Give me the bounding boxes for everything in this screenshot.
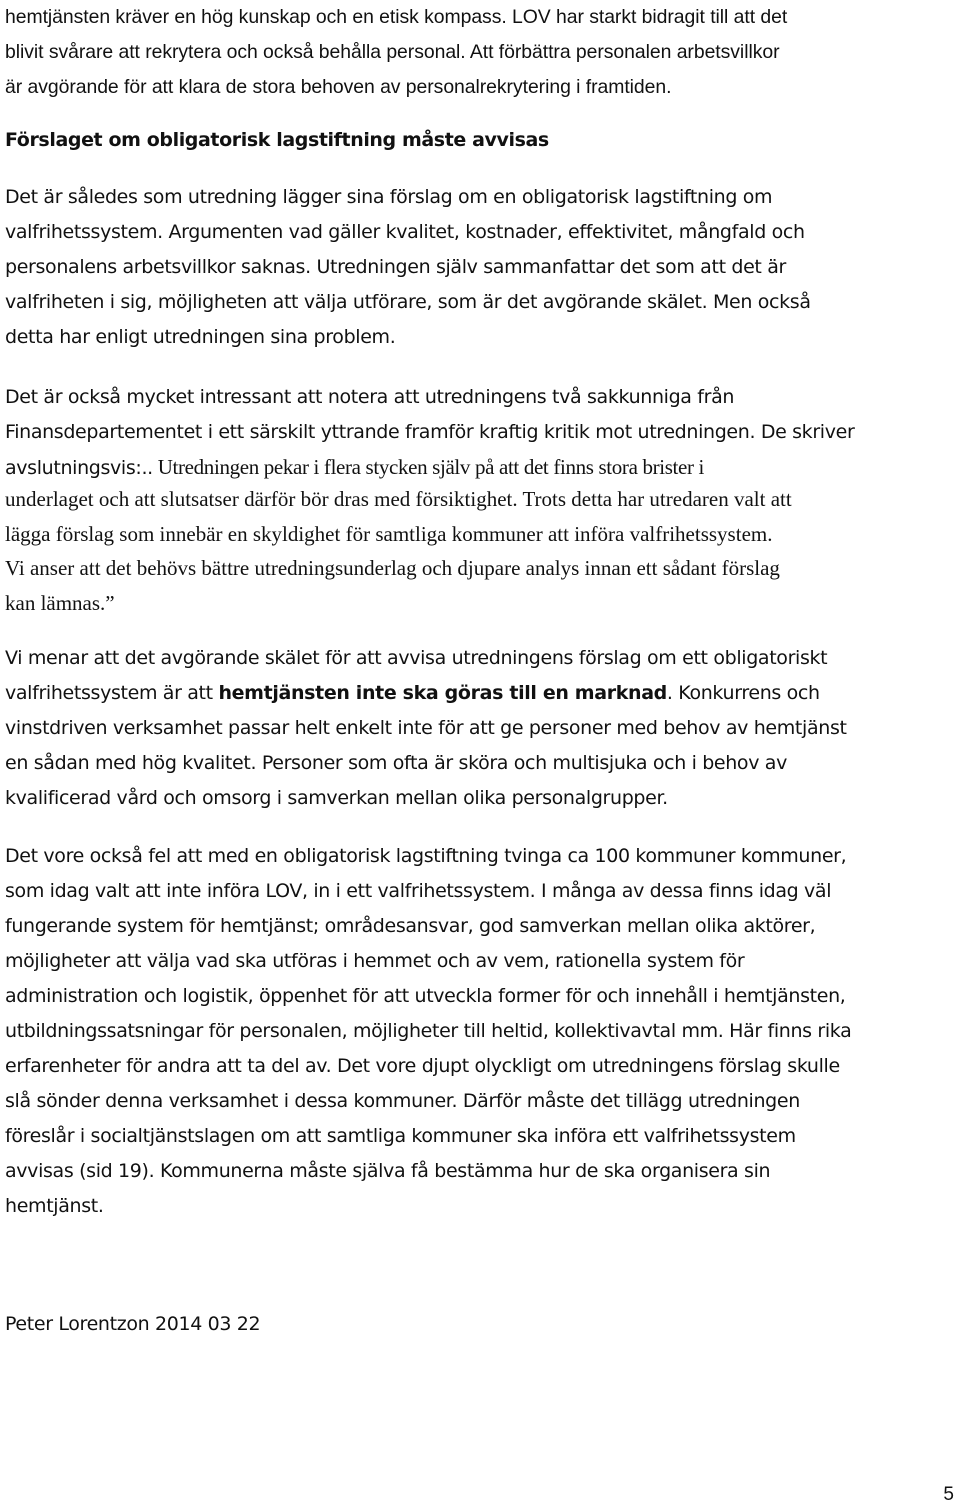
paragraph-4	[5, 839, 953, 1224]
text-line: administration och logistik, öppenhet för att utveckla former för och innehåll i hemtjänsten,	[5, 985, 846, 1007]
paragraph-3	[5, 641, 953, 816]
text-line: vinstdriven verksamhet passar helt enkelt inte för att ge personer med behov av hemtjänst	[5, 717, 847, 739]
text-line: Det är också mycket intressant att notera att utredningens två sakkunniga från	[5, 386, 735, 408]
text-line: valfrihetssystem. Argumenten vad gäller kvalitet, kostnader, effektivitet, mångfald och	[5, 221, 805, 243]
text-line: hemtjänsten kräver en hög kunskap och en etisk kompass. LOV har starkt bidragit till att det	[5, 6, 788, 28]
section-heading: Förslaget om obligatorisk lagstiftning måste avvisas	[5, 129, 549, 151]
text-line: kan lämnas.”	[5, 590, 115, 615]
text-span: valfrihetssystem är att	[5, 682, 219, 704]
text-line: är avgörande för att klara de stora behoven av personalrekrytering i framtiden.	[5, 76, 672, 98]
text-line: lägga förslag som innebär en skyldighet för samtliga kommuner att införa valfrihetssystem.	[5, 521, 773, 546]
text-line: blivit svårare att rekrytera och också behålla personal. Att förbättra personalen arbetsvillkor	[5, 41, 780, 63]
text-line: personalens arbetsvillkor saknas. Utredningen själv sammanfattar det som att det är	[5, 256, 786, 278]
text-line: som idag valt att inte införa LOV, in i ett valfrihetssystem. I många av dessa finns idag väl	[5, 880, 832, 902]
signature: Peter Lorentzon 2014 03 22	[5, 1313, 261, 1335]
text-span: . Konkurrens och	[666, 682, 820, 704]
text-line: avvisas (sid 19). Kommunerna måste själva få bestämma hur de ska organisera sin	[5, 1160, 771, 1182]
text-line-mixed	[5, 450, 953, 486]
intro-paragraph	[5, 0, 953, 105]
text-line-mixed	[5, 676, 953, 711]
quoted-passage	[5, 482, 953, 620]
quote-intro: avslutningsvis:..	[5, 457, 153, 479]
text-line: Vi anser att det behövs bättre utredningsunderlag och djupare analys innan ett sådant förslag	[5, 556, 780, 580]
page-number: 5	[943, 1484, 954, 1505]
paragraph-2	[5, 380, 953, 486]
text-line: valfriheten i sig, möjligheten att välja utförare, som är det avgörande skälet. Men också	[5, 291, 811, 313]
text-line: Vi menar att det avgörande skälet för att avvisa utredningens förslag om ett obligatoriskt	[5, 647, 828, 669]
text-line: Finansdepartementet i ett särskilt yttrande framför kraftig kritik mot utredningen. De skriver	[5, 421, 855, 443]
paragraph-1	[5, 180, 953, 355]
quote-text: Utredningen pekar i flera stycken själv på att det finns stora brister i	[152, 455, 705, 479]
text-line: Det vore också fel att med en obligatorisk lagstiftning tvinga ca 100 kommuner kommuner,	[5, 845, 847, 867]
text-line: en sådan med hög kvalitet. Personer som ofta är sköra och multisjuka och i behov av	[5, 752, 787, 774]
text-line: Det är således som utredning lägger sina förslag om en obligatorisk lagstiftning om	[5, 186, 773, 208]
text-line: detta har enligt utredningen sina problem.	[5, 326, 396, 348]
text-line: föreslår i socialtjänstslagen om att samtliga kommuner ska införa ett valfrihetssystem	[5, 1125, 796, 1147]
text-line: erfarenheter för andra att ta del av. Det vore djupt olyckligt om utredningens förslag skulle	[5, 1055, 840, 1077]
text-line: fungerande system för hemtjänst; områdesansvar, god samverkan mellan olika aktörer,	[5, 915, 816, 937]
text-line: möjligheter att välja vad ska utföras i hemmet och av vem, rationella system för	[5, 950, 745, 972]
text-line: utbildningssatsningar för personalen, möjligheter till heltid, kollektivavtal mm. Här finns rika	[5, 1020, 852, 1042]
text-line: underlaget och att slutsatser därför bör dras med försiktighet. Trots detta har utredaren valt att	[5, 487, 792, 511]
text-line: slå sönder denna verksamhet i dessa kommuner. Därför måste det tillägg utredningen	[5, 1090, 800, 1112]
emphasis-text: hemtjänsten inte ska göras till en marknad	[218, 682, 667, 704]
text-line: hemtjänst.	[5, 1195, 104, 1217]
text-line: kvalificerad vård och omsorg i samverkan mellan olika personalgrupper.	[5, 787, 668, 809]
